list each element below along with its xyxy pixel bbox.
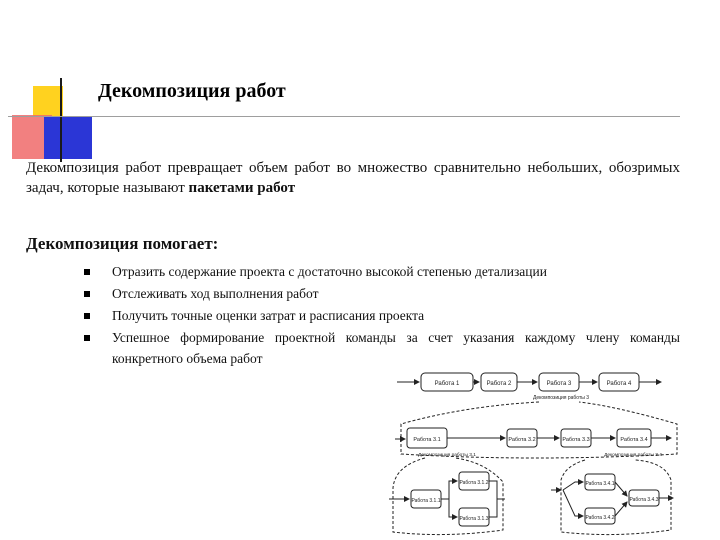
list-item (84, 305, 680, 327)
arrow-311-312 (441, 481, 457, 499)
arrow-to-341 (563, 482, 583, 490)
task-label-3-1-3: Работа 3.1.3 (459, 516, 489, 522)
task-label-3: Работа 3 (546, 381, 572, 387)
arrow-313-out (489, 499, 497, 517)
intro-paragraph (26, 158, 680, 198)
helps-heading: Декомпозиция помогает: (26, 234, 219, 253)
title-underline (8, 116, 680, 117)
task-label-1: Работа 1 (434, 381, 460, 387)
list-item-text: Успешное формирование проектной команды за счет указания каждому члену команды конкретного объема работ (112, 330, 680, 366)
square-bullet-icon (84, 313, 90, 319)
square-bullet-icon (84, 335, 90, 341)
slide-title: Декомпозиция работ (98, 80, 286, 102)
task-label-3-4: Работа 3.4 (620, 437, 648, 443)
task-label-3-4-3: Работа 3.4.3 (629, 497, 659, 503)
decor-vertical-line (60, 78, 62, 162)
list-item-text: Отслеживать ход выполнения работ (112, 286, 319, 301)
decomposition-diagram (385, 362, 685, 538)
list-item (84, 283, 680, 305)
task-label-3-4-2: Работа 3.4.2 (585, 515, 615, 521)
decomp31-label: Декомпозиция работы 3.1 (418, 453, 476, 458)
task-label-4: Работа 4 (606, 381, 632, 387)
intro-bold-term: пакетами работ (188, 180, 296, 196)
decomp34-label: Декомпозиция работы 3.4 (604, 453, 662, 458)
arrow-311-313 (449, 499, 457, 517)
task-label-3-1-1: Работа 3.1.1 (411, 498, 441, 504)
list-item-text: Отразить содержание проекта с достаточно высокой степенью детализации (112, 264, 547, 279)
arrow-342-343 (615, 502, 627, 516)
arrow-to-342 (563, 490, 583, 516)
task-label-3-3: Работа 3.3 (562, 437, 590, 443)
square-bullet-icon (84, 291, 90, 297)
task-label-3-1: Работа 3.1 (413, 437, 441, 443)
arrow-341-343 (615, 482, 627, 496)
helps-list (84, 261, 680, 369)
list-item-text: Получить точные оценки затрат и расписания проекта (112, 308, 425, 323)
list-item (84, 261, 680, 283)
task-label-3-1-2: Работа 3.1.2 (459, 480, 489, 486)
task-label-2: Работа 2 (486, 381, 512, 387)
task-label-3-2: Работа 3.2 (508, 437, 536, 443)
decomp3-label: Декомпозиция работы 3 (532, 395, 590, 401)
decor-yellow-square (33, 86, 63, 116)
decor-blue-square (44, 117, 92, 159)
task-label-3-4-1: Работа 3.4.1 (585, 481, 615, 487)
square-bullet-icon (84, 269, 90, 275)
intro-text: Декомпозиция работ превращает объем работ во множество сравнительно небольших, обозримых задач, которые называют (26, 160, 680, 196)
